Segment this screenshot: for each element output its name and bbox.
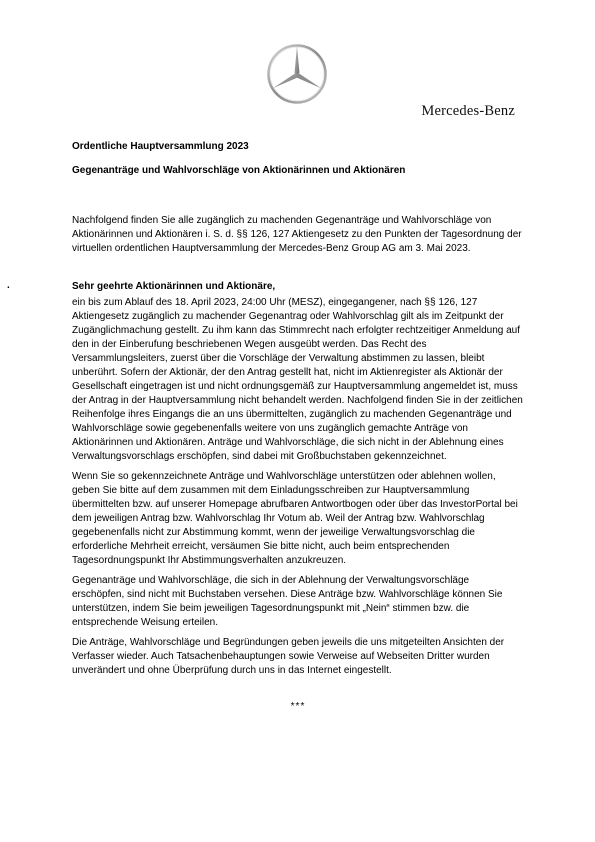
margin-mark: .	[7, 280, 10, 291]
end-mark: ***	[290, 701, 306, 712]
body-paragraph-3: Gegenanträge und Wahlvorschläge, die sich in der Ablehnung der Verwaltungsvorschläge erschöpfen, sind nicht mit Buchstaben versehen. Diese Anträge bzw. Wahlvorschläge können Sie unterstützen, indem Sie beim jeweiligen Tagesordnungspunkt mit „Nein“ stimmen bzw. die entsprechende Weisung erteilen.	[72, 575, 503, 628]
document-body	[7, 140, 524, 714]
body-paragraph-4: Die Anträge, Wahlvorschläge und Begründungen geben jeweils die uns mitgeteilten Ansichten der Verfasser wieder. Auch Tatsachenbehauptungen sowie Verweise auf Webseiten Dritter wurden unverändert und ohne Überprüfung durch uns in das Internet eingestellt.	[72, 637, 505, 676]
mercedes-star-icon	[266, 43, 328, 105]
document-subtitle: Gegenanträge und Wahlvorschläge von Aktionärinnen und Aktionären	[72, 165, 406, 176]
document-title: Ordentliche Hauptversammlung 2023	[72, 141, 249, 152]
intro-paragraph: Nachfolgend finden Sie alle zugänglich zu machenden Gegenanträge und Wahlvorschläge von Aktionärinnen und Aktionären i. S. d. §§ 126, 127 Aktiengesetz zu den Punkten der Tagesordnung der virtuellen ordentlichen Hauptversammlung der Mercedes-Benz Group AG am 3. Mai 2023.	[72, 215, 522, 254]
salutation-text: Sehr geehrte Aktionärinnen und Aktionäre,	[72, 281, 276, 292]
brand-wordmark: Mercedes-Benz	[421, 103, 515, 119]
body-paragraph-2: Wenn Sie so gekennzeichnete Anträge und Wahlvorschläge unterstützen oder ablehnen wollen, geben Sie bitte auf dem zusammen mit dem Einladungsschreiben zur Hauptversammlung übermittelten bzw. auf unserer Homepage abrufbaren Antwortbogen oder über das InvestorPortal bei dem jeweiligen Antrag bzw. Wahlvorschlag Ihr Votum ab. Weil der Antrag bzw. Wahlvorschlag gegebenenfalls nicht zur Abstimmung kommt, wenn der jeweilige Verwaltungsvorschlag die erforderliche Mehrheit erreicht, versäumen Sie bitte nicht, auch beim entsprechenden Tagesordnungspunkt Ihr Abstimmungsverhalten anzukreuzen.	[72, 471, 518, 566]
body-paragraph-1: ein bis zum Ablauf des 18. April 2023, 24:00 Uhr (MESZ), eingegangener, nach §§ 126, 127 Aktiengesetz zugänglich zu machender Gegenantrag oder Wahlvorschlag gilt als im Zeitpunkt der Zugänglichmachung gestellt. Zu ihm kann das Stimmrecht nach erfolgter rechtzeitiger Anmeldung auf den in der Einberufung beschriebenen Wegen ausgeübt werden. Das Recht des Versammlungsleiters, zuerst über die Vorschläge der Verwaltung abstimmen zu lassen, bleibt unberührt. Sofern der Aktionär, der den Antrag gestellt hat, nicht im Aktienregister als Aktionär der Gesellschaft eingetragen ist und nicht ordnungsgemäß zur Hauptversammlung angemeldet ist, muss der Antrag in der Hauptversammlung nicht behandelt werden. Nachfolgend finden Sie in der zeitlichen Reihenfolge ihres Eingangs die an uns übermittelten, zugänglich zu machenden Gegenanträge und Wahlvorschläge sowie gegebenenfalls weitere von uns zugänglich gemachte Anträge von Aktionärinnen und Aktionären. Anträge und Wahlvorschläge, die sich nicht in der Ablehnung eines Verwaltungsvorschlags erschöpfen, sind dabei mit Großbuchstaben gekennzeichnet.	[72, 297, 523, 462]
salutation	[7, 280, 524, 294]
